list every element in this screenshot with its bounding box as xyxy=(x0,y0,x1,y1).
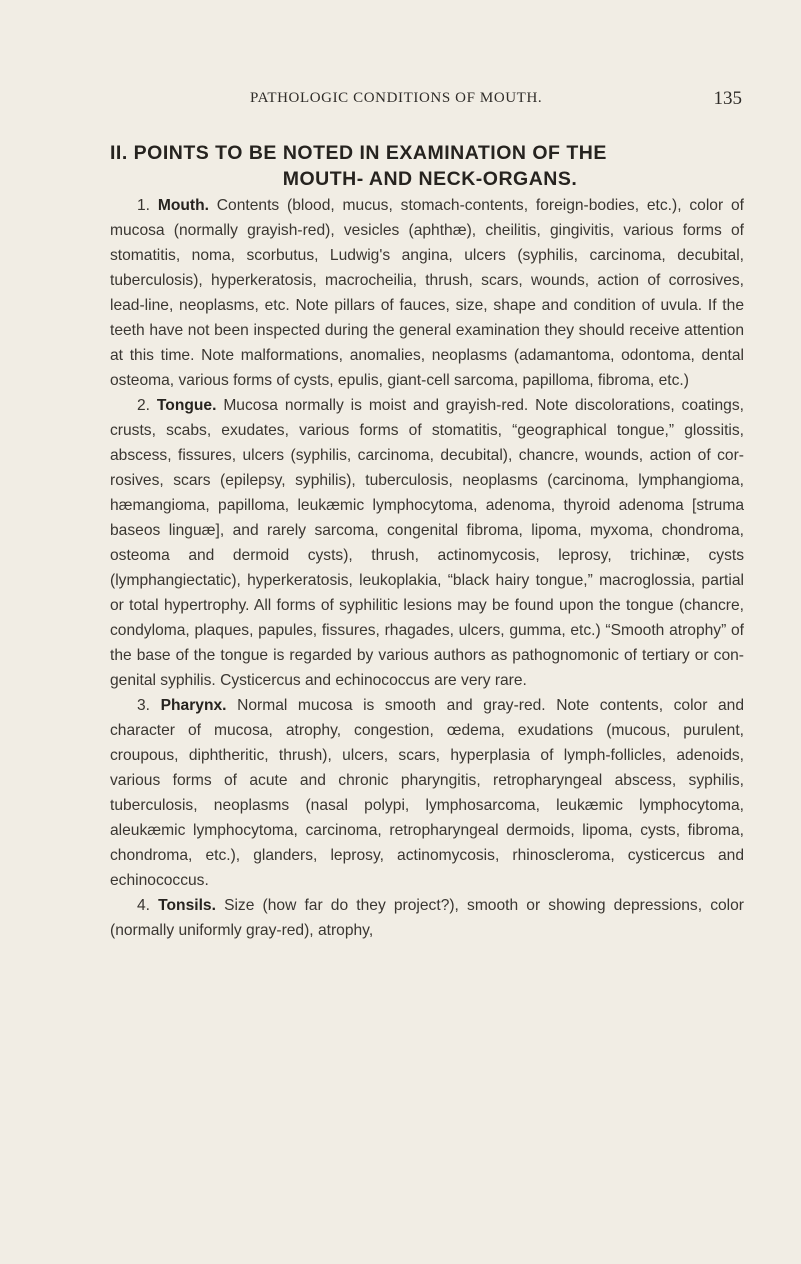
paragraph-label: Tonsils. xyxy=(158,897,216,914)
paragraph-text: Normal mucosa is smooth and gray-red. Note contents, color and character of mucosa, atrophy, congestion, œdema, exudations (mucous, purulent, croupous, diphtheritic, thrush), ulcers, scars, hyperplasia of lymph-follicles, adenoids, various forms of acute and chronic pharyngitis, retropharyngeal abscess, syphilis, tuberculosis, neoplasms (nasal polypi, lymphosarcoma, leukæmic lymphocytoma, aleukæmic lymphocytoma, carcinoma, retropharyngeal dermoids, lipoma, cysts, fibroma, chondroma, etc.), glanders, leprosy, actinomycosis, rhinoscleroma, cysticercus and echinococcus. xyxy=(110,697,744,889)
paragraph-label: Tongue. xyxy=(156,397,217,414)
paragraph-tongue xyxy=(110,393,744,693)
paragraph-number: 3. xyxy=(137,697,151,714)
section-heading-line-1: II. POINTS TO BE NOTED IN EXAMINATION OF THE xyxy=(110,142,607,164)
paragraph-pharynx xyxy=(110,693,744,893)
running-head xyxy=(108,90,742,114)
paragraph-text: Mucosa normally is moist and grayish-red. Note discolorations, coatings, crusts, scabs, exudates, various forms of stomatitis, “geographical tongue,” glossitis, abscess, fissures, ulcers (syphilis, carcinoma, decubital), chancre, wounds, action of corrosives, scars (epilepsy, syphilis), tuberculosis, neoplasms (carcinoma, lymphangioma, hæmangioma, papilloma, leukæmic lymphocytoma, adenoma, thyroid adenoma [struma baseos linguæ], and rarely sarcoma, congenital fibroma, lipoma, myxoma, chondroma, osteoma and dermoid cysts), thrush, actinomycosis, leprosy, trichinæ, cysts (lymphangiectatic), hyperkeratosis, leukoplakia, “black hairy tongue,” macroglossia, partial or total hypertrophy. All forms of syphilitic lesions may be found upon the tongue (chancre, condyloma, plaques, papules, fissures, rhagades, ulcers, gumma, etc.) “Smooth atrophy” of the base of the tongue is regarded by various authors as pathognomonic of tertiary or congenital syphilis. Cysticercus and echinococcus are very rare. xyxy=(110,397,744,689)
running-title: PATHOLOGIC CONDITIONS OF MOUTH. xyxy=(250,90,543,106)
page-number: 135 xyxy=(713,88,742,109)
section-heading-line-2: MOUTH- AND NECK-ORGANS. xyxy=(282,168,578,190)
paragraph-tonsils xyxy=(110,893,744,943)
paragraph-number: 4. xyxy=(137,897,151,914)
paragraph-text: Contents (blood, mucus, stomach-contents, foreign-bodies, etc.), color of mucosa (normally grayish-red), vesicles (aphthæ), cheilitis, gingivitis, various forms of stomatitis, noma, scorbutus, Ludwig's angina, ulcers (syphilis, carcinoma, decubital, tuberculosis), hyperkeratosis, macrocheilia, thrush, scars, wounds, action of corrosives, lead-line, neoplasms, etc. Note pillars of fauces, size, shape and condition of uvula. If the teeth have not been inspected during the general examination they should receive attention at this time. Note malformations, anomalies, neoplasms (adamantoma, odontoma, dental osteoma, various forms of cysts, epulis, giant-cell sarcoma, papilloma, fibroma, etc.) xyxy=(110,197,744,389)
body-text xyxy=(110,193,744,943)
paragraph-mouth xyxy=(110,193,744,393)
paragraph-label: Mouth. xyxy=(157,197,209,214)
paragraph-text: Size (how far do they project?), smooth or showing depressions, color (normally uniformly gray-red), atrophy, xyxy=(110,897,744,939)
paragraph-number: 1. xyxy=(137,197,151,214)
section-heading xyxy=(110,140,746,192)
paragraph-number: 2. xyxy=(137,397,151,414)
paragraph-label: Pharynx. xyxy=(160,697,227,714)
